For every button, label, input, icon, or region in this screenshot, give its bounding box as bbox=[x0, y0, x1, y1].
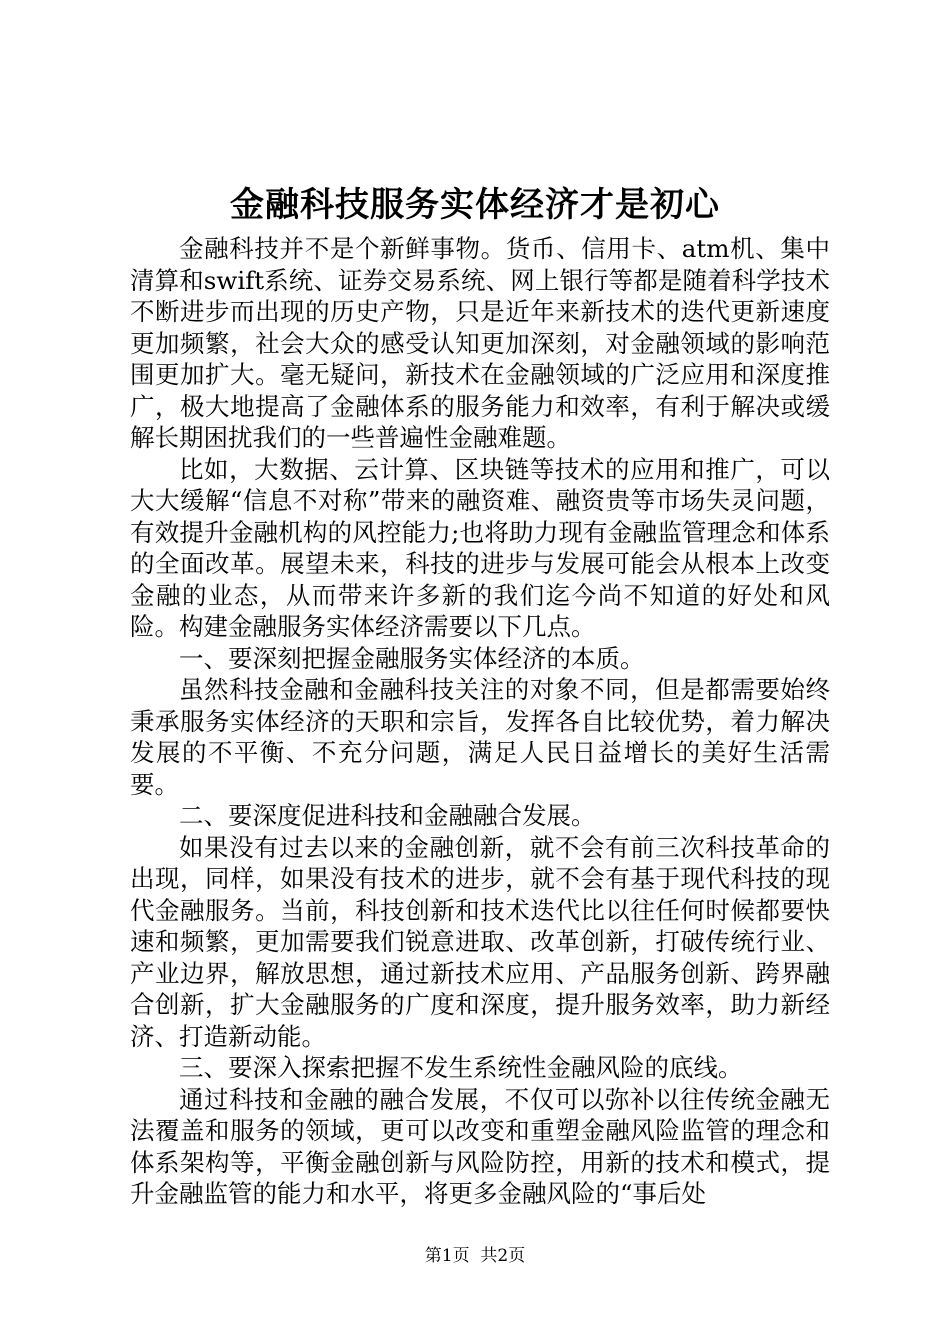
paragraph: 如果没有过去以来的金融创新，就不会有前三次科技革命的出现，同样，如果没有技术的进步，就不会有基于现代科技的现代金融服务。当前，科技创新和技术迭代比以往任何时候都要快速和频繁，更加需要我们锐意进取、改革创新，打破传统行业、产业边界，解放思想，通过新技术应用、产品服务创新、跨界融合创新，扩大金融服务的广度和深度，提升服务效率，助力新经济、打造新动能。 bbox=[130, 832, 830, 1051]
document-body bbox=[130, 233, 830, 1210]
paragraph: 金融科技并不是个新鲜事物。货币、信用卡、atm机、集中清算和swift系统、证券交易系统、网上银行等都是随着科学技术不断进步而出现的历史产物，只是近年来新技术的迭代更新速度更加频繁，社会大众的感受认知更加深刻，对金融领域的影响范围更加扩大。毫无疑问，新技术在金融领域的广泛应用和深度推广，极大地提高了金融体系的服务能力和效率，有利于解决或缓解长期困扰我们的一些普遍性金融难题。 bbox=[130, 234, 830, 452]
page-footer bbox=[0, 1244, 950, 1268]
page-total: 共2页 bbox=[480, 1246, 526, 1266]
paragraph: 比如，大数据、云计算、区块链等技术的应用和推广，可以大大缓解“信息不对称”带来的融资难、融资贵等市场失灵问题，有效提升金融机构的风控能力;也将助力现有金融监管理念和体系的全面改革。展望未来，科技的进步与发展可能会从根本上改变金融的业态，从而带来许多新的我们迄今尚不知道的好处和风险。构建金融服务实体经济需要以下几点。 bbox=[130, 454, 830, 641]
paragraph: 通过科技和金融的融合发展，不仅可以弥补以往传统金融无法覆盖和服务的领域，更可以改变和重塑金融风险监管的理念和体系架构等，平衡金融创新与风险防控，用新的技术和模式，提升金融监管的能力和水平，将更多金融风险的“事后处 bbox=[130, 1084, 830, 1208]
section-heading: 一、要深刻把握金融服务实体经济的本质。 bbox=[179, 643, 645, 673]
section-heading: 三、要深入探索把握不发生系统性金融风险的底线。 bbox=[179, 1053, 743, 1082]
paragraph: 虽然科技金融和金融科技关注的对象不同，但是都需要始终秉承服务实体经济的天职和宗旨，发挥各自比较优势，着力解决发展的不平衡、不充分问题，满足人民日益增长的美好生活需要。 bbox=[130, 675, 830, 799]
section-heading: 二、要深度促进科技和金融融合发展。 bbox=[179, 801, 596, 830]
page-number: 第1页 bbox=[424, 1246, 470, 1266]
document-title: 金融科技服务实体经济才是初心 bbox=[230, 185, 720, 225]
